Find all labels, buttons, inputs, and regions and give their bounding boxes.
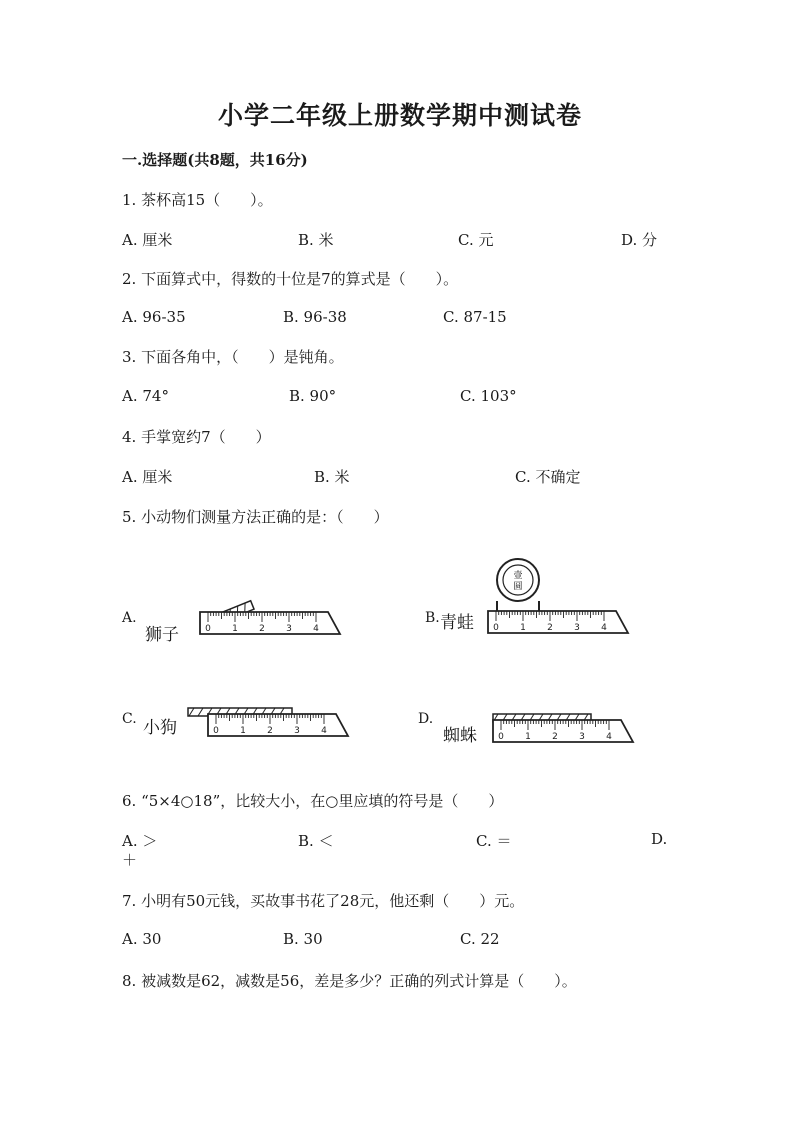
question-8: 8. 被减数是62，减数是56，差是多少？正确的列式计算是（ ）。 (122, 972, 577, 990)
question-1: 1. 茶杯高15（ ）。 (122, 191, 273, 209)
ruler-number: 3 (286, 624, 292, 634)
q1-option-c[interactable]: C. 元 (458, 231, 494, 249)
ruler-number: 2 (552, 732, 558, 742)
ruler-number: 2 (547, 623, 553, 633)
ruler-figure-b (488, 556, 653, 636)
q1-option-b[interactable]: B. 米 (298, 231, 334, 249)
question-6: 6. “5×4○18”，比较大小，在○里应填的符号是（ ） (122, 792, 504, 810)
q2-option-b[interactable]: B. 96-38 (283, 308, 347, 326)
q4-option-a[interactable]: A. 厘米 (122, 468, 173, 486)
q6-option-a[interactable]: A. ＞ (122, 832, 158, 850)
ruler-number: 4 (606, 732, 612, 742)
ruler-number: 3 (574, 623, 580, 633)
question-5: 5. 小动物们测量方法正确的是：（ ） (122, 508, 389, 526)
ruler-number: 2 (267, 726, 273, 736)
ruler-number: 3 (294, 726, 300, 736)
animal-label-lion: 狮子 (145, 625, 179, 645)
q7-option-c[interactable]: C. 22 (460, 930, 500, 948)
ruler-number: 4 (313, 624, 319, 634)
q4-option-c[interactable]: C. 不确定 (515, 468, 581, 486)
ruler-c (208, 714, 348, 736)
ruler-figure-c (186, 700, 366, 745)
ruler-figure-a (200, 590, 360, 645)
q5-option-b[interactable]: B. (425, 610, 440, 626)
q4-option-b[interactable]: B. 米 (314, 468, 350, 486)
ruler-number: 3 (579, 732, 585, 742)
q6-option-b[interactable]: B. ＜ (298, 832, 334, 850)
ruler-number: 2 (259, 624, 265, 634)
question-7: 7. 小明有50元钱，买故事书花了28元，他还剩（ ）元。 (122, 892, 525, 910)
q1-option-a[interactable]: A. 厘米 (122, 231, 173, 249)
ruler-number: 1 (240, 726, 246, 736)
ruler-number: 4 (601, 623, 607, 633)
q3-option-b[interactable]: B. 90° (289, 387, 337, 405)
animal-label-dog: 小狗 (143, 718, 177, 738)
coin-text: 壹 (513, 571, 523, 581)
q3-option-a[interactable]: A. 74° (122, 387, 169, 405)
ruler-figure-d (490, 706, 660, 751)
animal-label-frog: 青蛙 (440, 613, 474, 633)
ruler-number: 4 (321, 726, 327, 736)
coin (497, 559, 539, 611)
ruler-b (488, 611, 628, 633)
q5-option-a[interactable]: A. (122, 610, 137, 626)
ruler-number: 0 (205, 624, 211, 634)
animal-label-spider: 蜘蛛 (443, 726, 477, 746)
q5-option-c[interactable]: C. (122, 711, 137, 727)
svg-text:圆: 圆 (513, 582, 523, 592)
q7-option-b[interactable]: B. 30 (283, 930, 323, 948)
ruler-d (493, 720, 633, 742)
q3-option-c[interactable]: C. 103° (460, 387, 517, 405)
question-4: 4. 手掌宽约7（ ） (122, 428, 271, 446)
q6-option-c[interactable]: C. ＝ (476, 832, 512, 850)
ruler-number: 0 (493, 623, 499, 633)
ruler-number: 1 (232, 624, 238, 634)
q6-option-d[interactable]: D. (651, 830, 668, 848)
section-heading: 一.选择题(共8题，共16分) (122, 151, 308, 169)
ruler-number: 0 (498, 732, 504, 742)
page-title: 小学二年级上册数学期中测试卷 (217, 101, 582, 130)
q2-option-a[interactable]: A. 96-35 (122, 308, 186, 326)
q2-option-c[interactable]: C. 87-15 (443, 308, 507, 326)
ruler-number: 1 (525, 732, 531, 742)
q5-option-d[interactable]: D. (418, 711, 434, 727)
ruler-a (200, 612, 340, 634)
question-3: 3. 下面各角中，（ ）是钝角。 (122, 348, 344, 366)
q7-option-a[interactable]: A. 30 (122, 930, 162, 948)
question-2: 2. 下面算式中，得数的十位是7的算式是（ ）。 (122, 270, 459, 288)
q6-option-d-symbol: ＋ (122, 851, 138, 869)
ruler-number: 0 (213, 726, 219, 736)
q1-option-d[interactable]: D. 分 (621, 231, 658, 249)
ruler-number: 1 (520, 623, 526, 633)
